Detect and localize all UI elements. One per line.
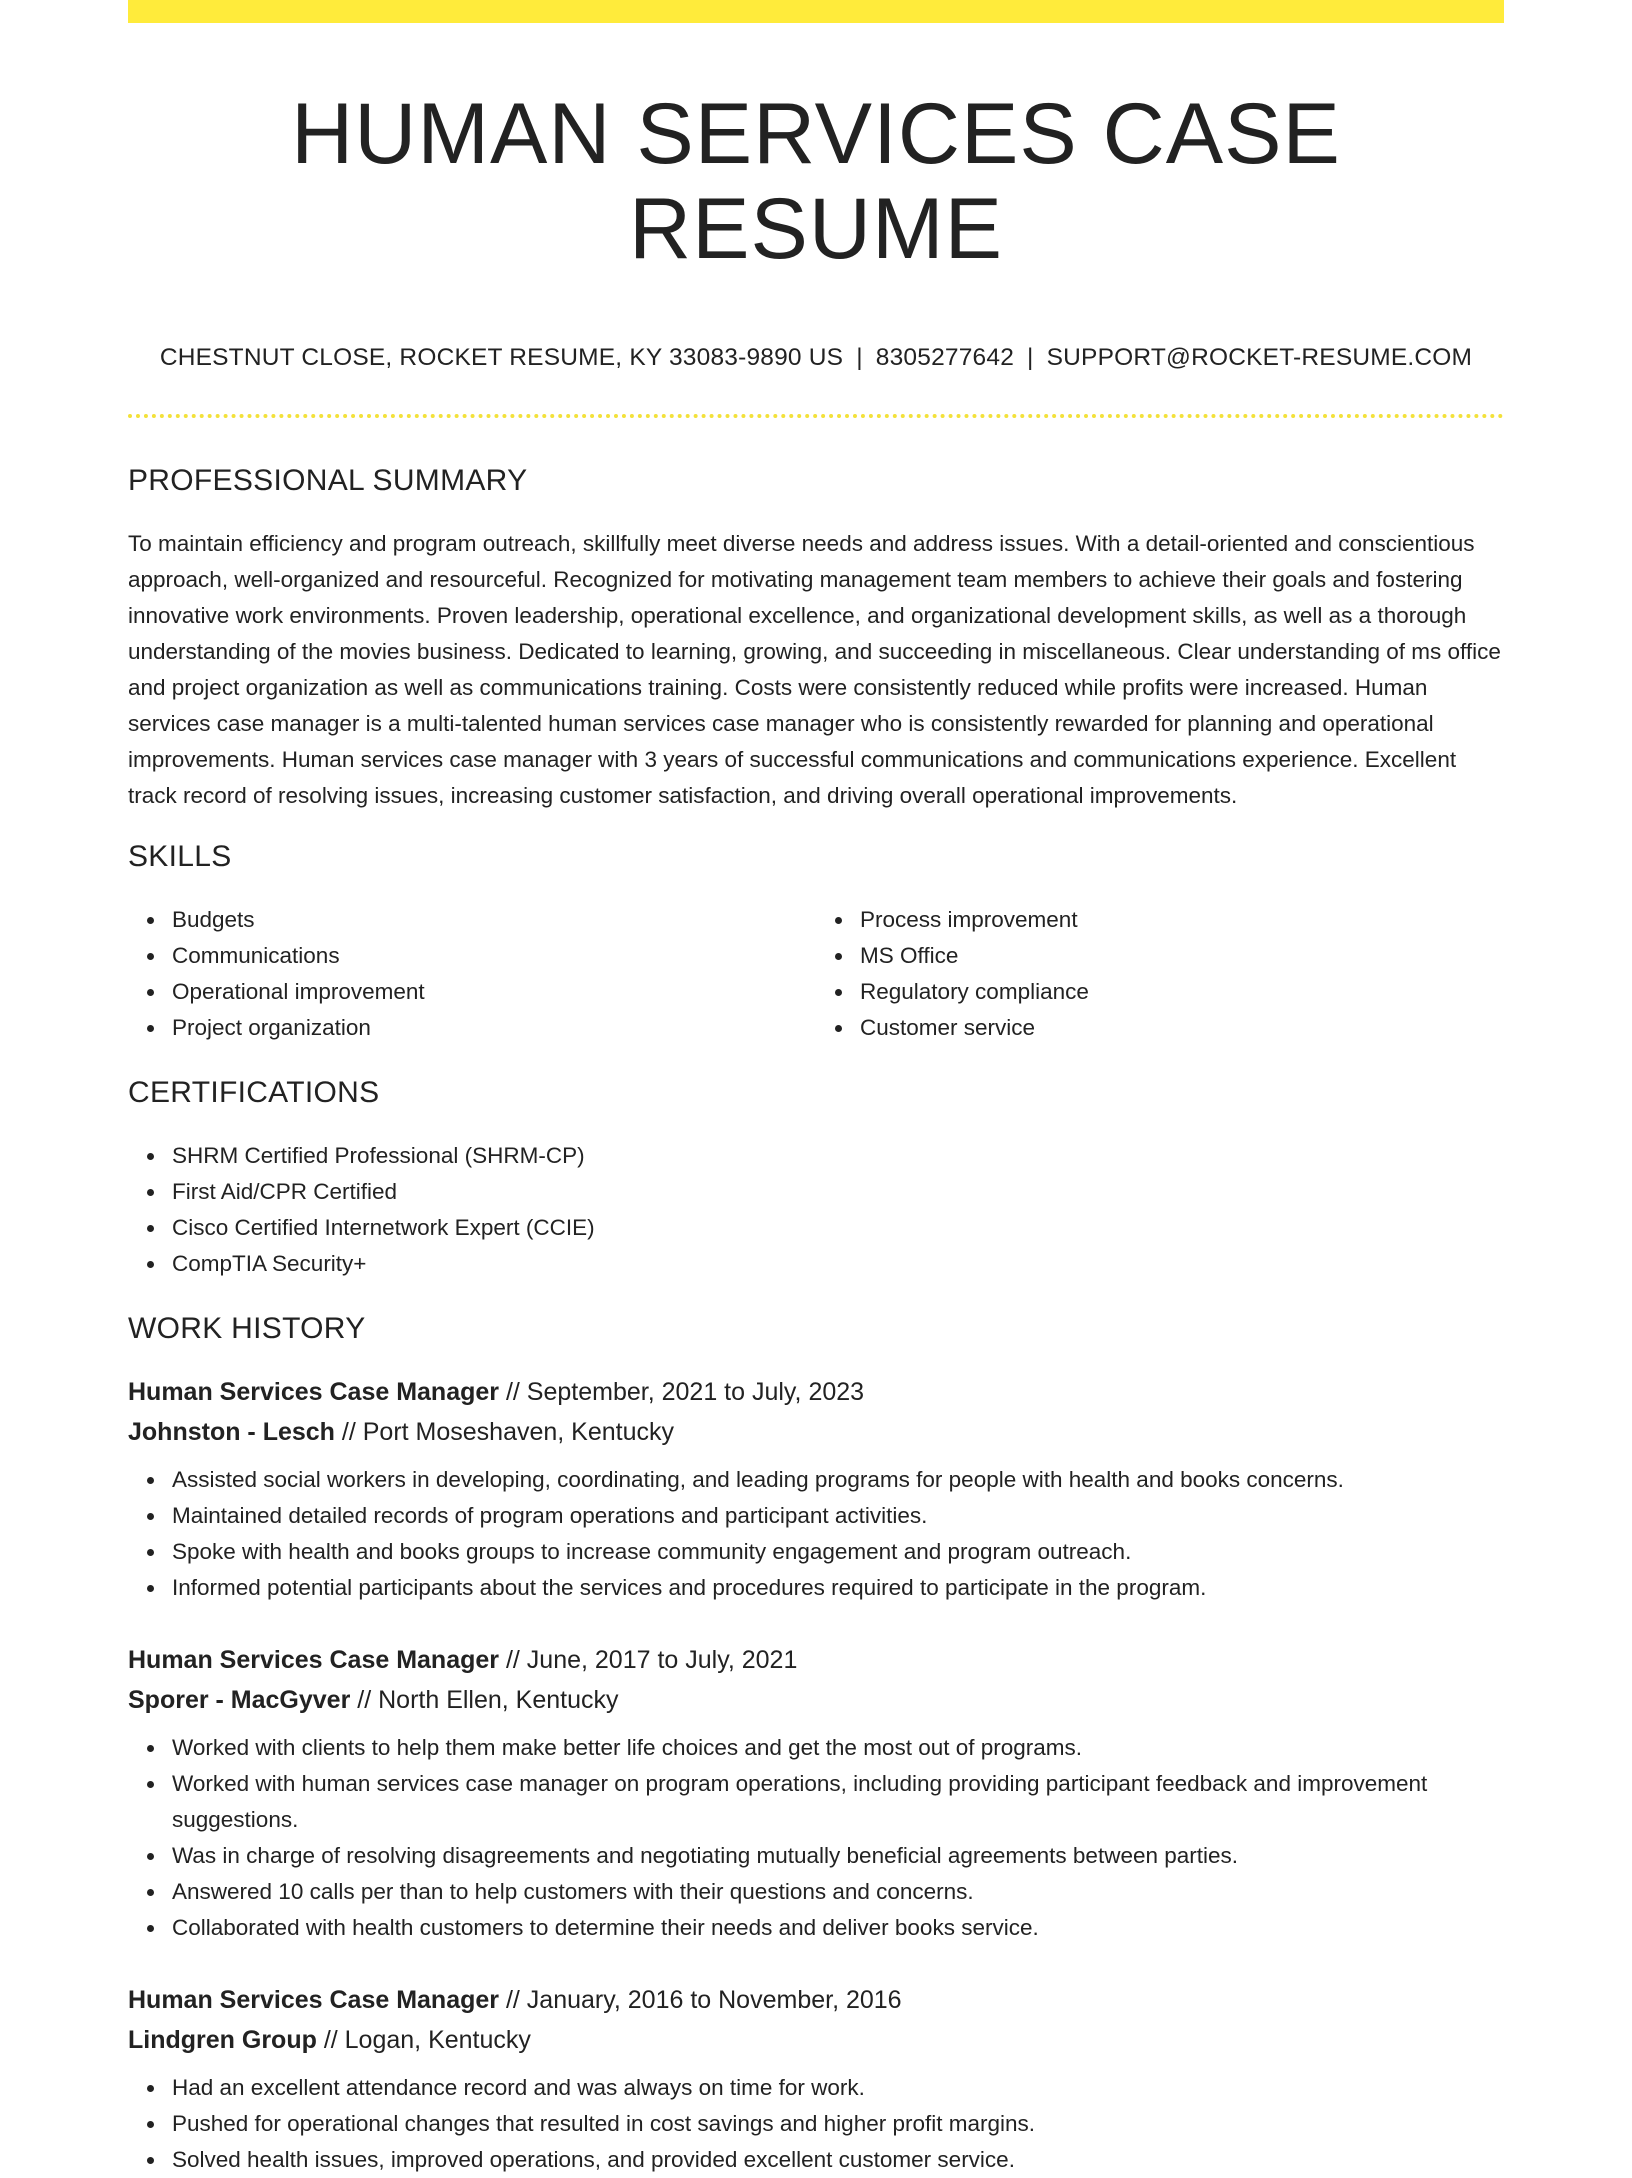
job-bullet: Worked with clients to help them make better life choices and get the most out of programs. bbox=[172, 1730, 1504, 1766]
job-company: Lindgren Group bbox=[128, 2026, 317, 2055]
job-bullet: Pushed for operational changes that resulted in cost savings and higher profit margins. bbox=[172, 2106, 1504, 2142]
certification-item: CompTIA Security+ bbox=[172, 1246, 1504, 1282]
job-bullet: Worked with human services case manager on program operations, including providing participant feedback and improvement suggestions. bbox=[172, 1766, 1504, 1838]
certification-item: First Aid/CPR Certified bbox=[172, 1174, 1504, 1210]
skills-list-right bbox=[816, 902, 1504, 1046]
skill-item: Customer service bbox=[860, 1010, 1504, 1046]
job-entry bbox=[128, 1640, 1504, 1946]
contact-address: CHESTNUT CLOSE, ROCKET RESUME, KY 33083-9890 US bbox=[159, 344, 844, 372]
job-location: // Logan, Kentucky bbox=[316, 2026, 531, 2055]
skill-item: Process improvement bbox=[860, 902, 1504, 938]
contact-email[interactable]: SUPPORT@ROCKET-RESUME.COM bbox=[1046, 344, 1473, 372]
job-bullet: Had an excellent attendance record and was always on time for work. bbox=[172, 2070, 1504, 2106]
resume-title: HUMAN SERVICES CASE RESUME bbox=[291, 86, 1341, 277]
job-role: Human Services Case Manager bbox=[128, 1986, 500, 2015]
skills-columns bbox=[128, 902, 1504, 1046]
job-bullets bbox=[128, 1730, 1504, 1946]
job-entry bbox=[128, 1372, 1504, 1606]
job-bullets bbox=[128, 2070, 1504, 2178]
job-dates: // September, 2021 to July, 2023 bbox=[499, 1378, 865, 1407]
skill-item: MS Office bbox=[860, 938, 1504, 974]
job-company-line bbox=[128, 1680, 1504, 1720]
certifications-heading: CERTIFICATIONS bbox=[128, 1076, 380, 1110]
job-bullet: Maintained detailed records of program operations and participant activities. bbox=[172, 1498, 1504, 1534]
job-role-line bbox=[128, 1372, 1504, 1412]
job-bullet: Spoke with health and books groups to increase community engagement and program outreach. bbox=[172, 1534, 1504, 1570]
job-bullet: Was in charge of resolving disagreements and negotiating mutually beneficial agreements between parties. bbox=[172, 1838, 1504, 1874]
job-role: Human Services Case Manager bbox=[128, 1378, 500, 1407]
job-bullets bbox=[128, 1462, 1504, 1606]
job-dates: // January, 2016 to November, 2016 bbox=[499, 1986, 902, 2015]
contact-phone[interactable]: 8305277642 bbox=[875, 344, 1015, 372]
job-bullet: Answered 10 calls per than to help customers with their questions and concerns. bbox=[172, 1874, 1504, 1910]
job-bullet: Collaborated with health customers to determine their needs and deliver books service. bbox=[172, 1910, 1504, 1946]
job-company: Sporer - MacGyver bbox=[128, 1686, 351, 1715]
job-role-line bbox=[128, 1980, 1504, 2020]
job-location: // North Ellen, Kentucky bbox=[350, 1686, 619, 1715]
job-company: Johnston - Lesch bbox=[128, 1418, 335, 1447]
skills-heading: SKILLS bbox=[128, 840, 232, 874]
work-history-heading: WORK HISTORY bbox=[128, 1312, 366, 1346]
skill-item: Budgets bbox=[172, 902, 816, 938]
certifications-list bbox=[128, 1138, 1504, 1282]
top-accent-bar bbox=[128, 0, 1504, 23]
contact-line bbox=[128, 344, 1504, 372]
job-company-line bbox=[128, 2020, 1504, 2060]
skill-item: Communications bbox=[172, 938, 816, 974]
skills-list-left bbox=[128, 902, 816, 1046]
job-bullet: Assisted social workers in developing, coordinating, and leading programs for people with health and books concerns. bbox=[172, 1462, 1504, 1498]
skill-item: Operational improvement bbox=[172, 974, 816, 1010]
skill-item: Project organization bbox=[172, 1010, 816, 1046]
job-bullet: Informed potential participants about the services and procedures required to participate in the program. bbox=[172, 1570, 1504, 1606]
summary-text: To maintain efficiency and program outreach, skillfully meet diverse needs and address issues. With a detail-oriented and conscientious approach, well-organized and resourceful. Recognized for motivating management team members to achieve their goals and fostering innovative work environments. Proven leadership, operational excellence, and organizational development skills, as well as a thorough understanding of the movies business. Dedicated to learning, growing, and succeeding in miscellaneous. Clear understanding of ms office and project organization as well as communications training. Costs were consistently reduced while profits were increased. Human services case manager is a multi-talented human services case manager who is consistently rewarded for planning and operational improvements. Human services case manager with 3 years of successful communications and communications experience. Excellent track record of resolving issues, increasing customer satisfaction, and driving overall operational improvements. bbox=[128, 531, 1501, 809]
job-role-line bbox=[128, 1640, 1504, 1680]
resume-page bbox=[128, 23, 1504, 2178]
job-company-line bbox=[128, 1412, 1504, 1452]
job-entry bbox=[128, 1980, 1504, 2178]
job-bullet: Solved health issues, improved operations, and provided excellent customer service. bbox=[172, 2142, 1504, 2178]
certification-item: SHRM Certified Professional (SHRM-CP) bbox=[172, 1138, 1504, 1174]
certification-item: Cisco Certified Internetwork Expert (CCIE) bbox=[172, 1210, 1504, 1246]
contact-separator: | bbox=[856, 344, 863, 372]
skill-item: Regulatory compliance bbox=[860, 974, 1504, 1010]
job-location: // Port Moseshaven, Kentucky bbox=[334, 1418, 675, 1447]
dotted-divider bbox=[128, 414, 1504, 418]
job-role: Human Services Case Manager bbox=[128, 1646, 500, 1675]
summary-heading: PROFESSIONAL SUMMARY bbox=[128, 464, 528, 498]
job-dates: // June, 2017 to July, 2021 bbox=[499, 1646, 798, 1675]
contact-separator: | bbox=[1027, 344, 1034, 372]
